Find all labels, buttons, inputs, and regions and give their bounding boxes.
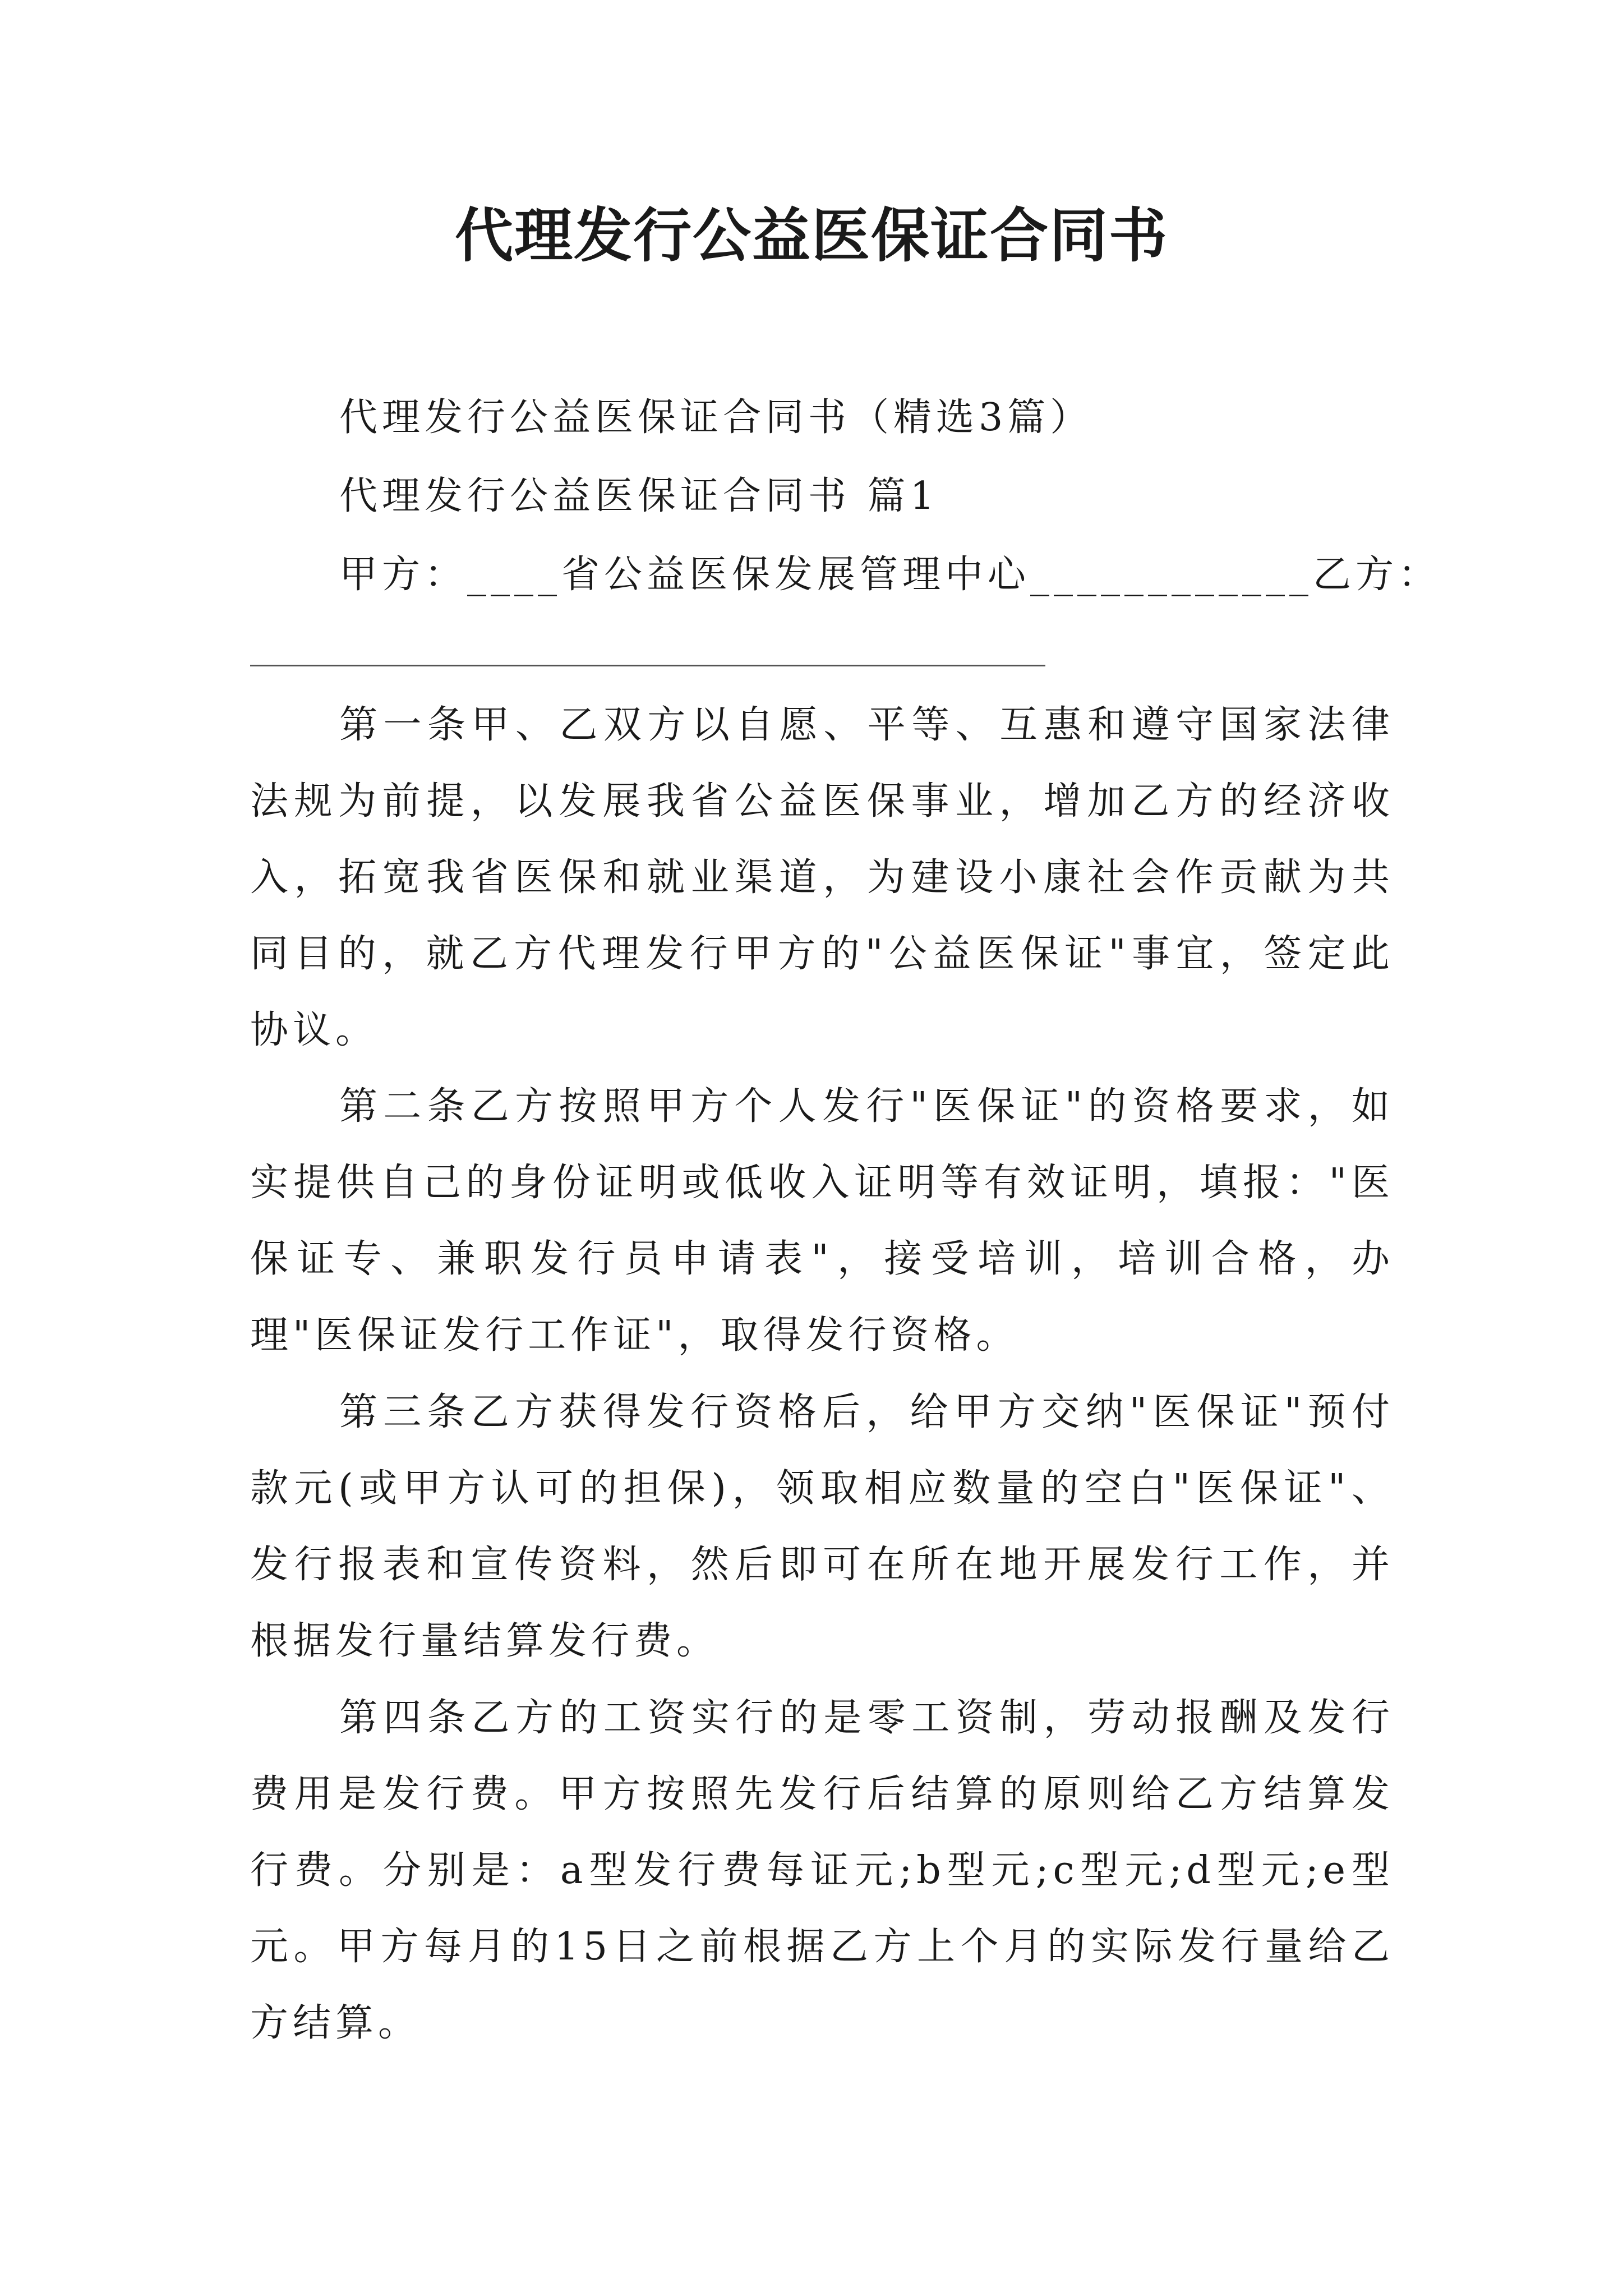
parties-line: 甲方：____省公益医保发展管理中心____________乙方： (339, 553, 1441, 597)
blank-underline (250, 665, 1045, 666)
article-3-paragraph: 第三条乙方获得发行资格后，给甲方交纳"医保证"预付款元(或甲方认可的担保)，领取相应数量的空白"医保证"、发行报表和宣传资料，然后即可在所在地开展发行工作，并根据发行量结算发行费。 (250, 1390, 1394, 1663)
article-4-paragraph: 第四条乙方的工资实行的是零工资制，劳动报酬及发行费用是发行费。甲方按照先发行后结算的原则给乙方结算发行费。分别是：a型发行费每证元;b型元;c型元;d型元;e型元。甲方每月的15日之前根据乙方上个月的实际发行量给乙方结算。 (250, 1696, 1394, 2045)
article-1-paragraph: 第一条甲、乙双方以自愿、平等、互惠和遵守国家法律法规为前提，以发展我省公益医保事业，增加乙方的经济收入，拓宽我省医保和就业渠道，为建设小康社会作贡献为共同目的，就乙方代理发行甲方的"公益医保证"事宜，签定此协议。 (250, 703, 1394, 1052)
section-heading: 代理发行公益医保证合同书 篇1 (339, 474, 939, 518)
document-subtitle: 代理发行公益医保证合同书（精选3篇） (339, 395, 1093, 440)
document-title: 代理发行公益医保证合同书 (454, 201, 1168, 270)
article-2-paragraph: 第二条乙方按照甲方个人发行"医保证"的资格要求，如实提供自己的身份证明或低收入证明等有效证明，填报："医保证专、兼职发行员申请表"，接受培训，培训合格，办理"医保证发行工作证"，取得发行资格。 (250, 1084, 1394, 1358)
